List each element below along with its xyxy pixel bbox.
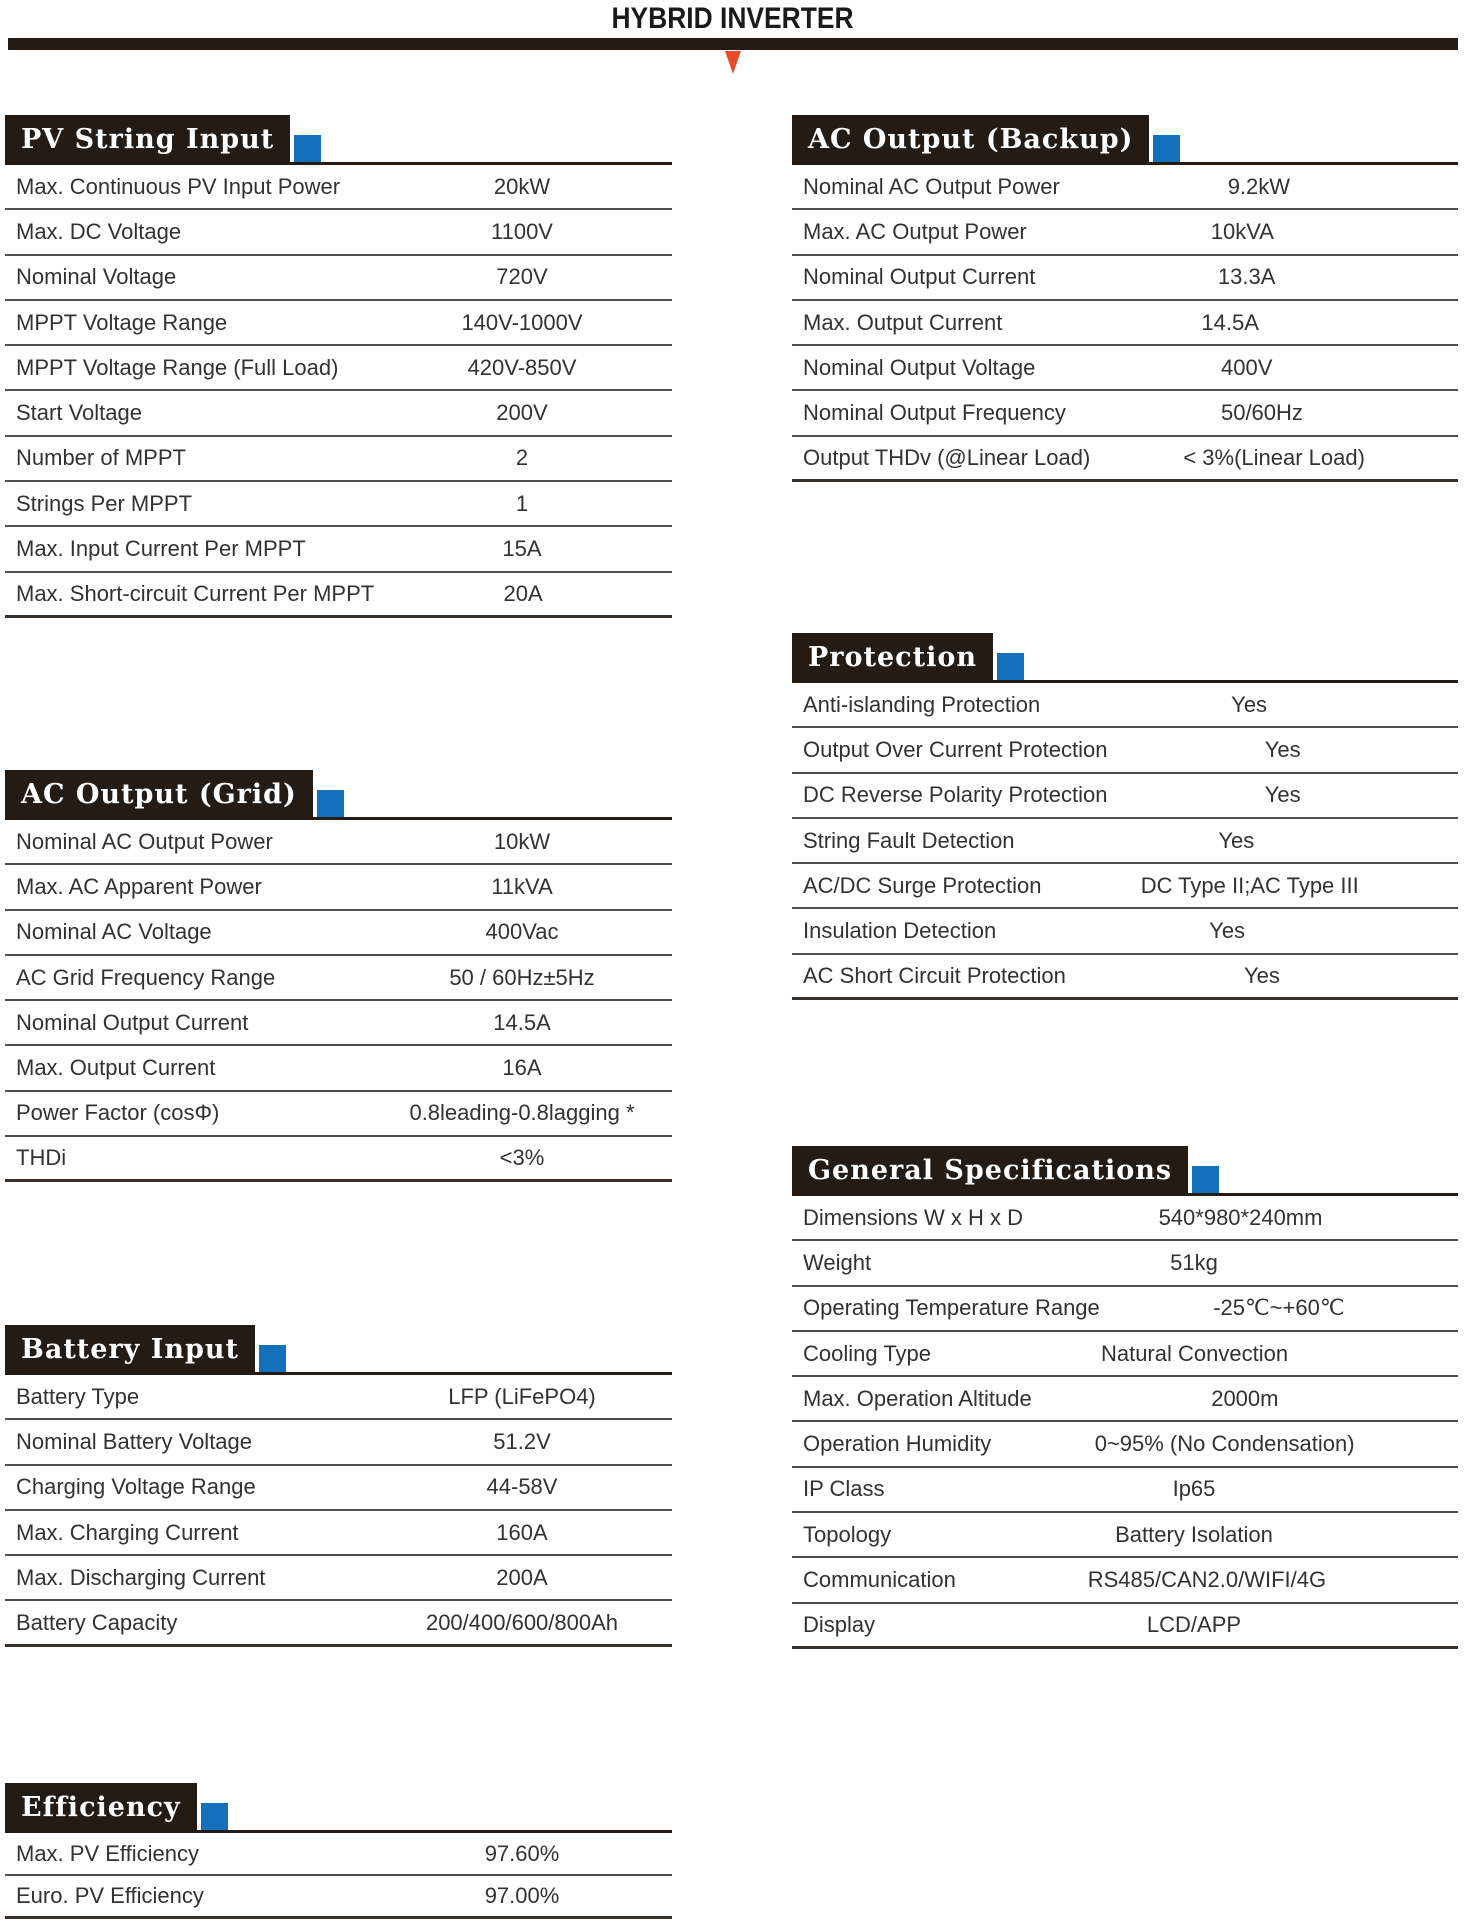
- spec-label: Insulation Detection: [803, 918, 997, 944]
- section-ac-output-grid: [5, 770, 672, 1182]
- spec-value: 1100V: [491, 218, 553, 244]
- spec-row: [792, 1468, 1458, 1513]
- spec-row: [5, 1001, 672, 1046]
- spec-value: LFP (LiFePO4): [448, 1383, 596, 1409]
- spec-value: 14.5A: [493, 1009, 551, 1035]
- spec-label: Battery Capacity: [16, 1609, 178, 1635]
- spec-row: [5, 911, 672, 956]
- spec-value: 11kVA: [491, 873, 553, 899]
- section-protection: [792, 633, 1458, 1000]
- spec-row: [5, 1876, 672, 1919]
- spec-label: Power Factor (cosΦ): [16, 1100, 220, 1126]
- spec-value: Yes: [1264, 782, 1301, 808]
- spec-label: Max. AC Output Power: [803, 218, 1027, 244]
- section-header: [5, 1325, 672, 1375]
- section-battery-input: [5, 1325, 672, 1647]
- spec-row: [792, 683, 1458, 728]
- spec-label: Max. Operation Altitude: [803, 1385, 1032, 1411]
- spec-label: Dimensions W x H x D: [803, 1204, 1024, 1230]
- spec-label: Nominal AC Output Power: [16, 828, 273, 854]
- section-efficiency: [5, 1783, 672, 1919]
- spec-row: [5, 1046, 672, 1091]
- accent-square-icon: [201, 1803, 228, 1830]
- spec-label: String Fault Detection: [803, 827, 1015, 853]
- section-title-battery-input: Battery Input: [5, 1325, 255, 1372]
- spec-table: [5, 1833, 672, 1919]
- spec-label: Number of MPPT: [16, 445, 186, 471]
- spec-label: Strings Per MPPT: [16, 490, 193, 516]
- spec-row: [5, 1601, 672, 1646]
- spec-value: < 3%(Linear Load): [1183, 444, 1365, 470]
- section-header: [5, 115, 672, 165]
- spec-value: 2000m: [1211, 1385, 1279, 1411]
- section-header: [792, 1146, 1458, 1196]
- spec-row: [792, 728, 1458, 773]
- spec-value: 14.5A: [1201, 309, 1259, 335]
- accent-square-icon: [317, 790, 344, 817]
- spec-label: AC Short Circuit Protection: [803, 962, 1066, 988]
- section-pv-string-input: [5, 115, 672, 618]
- spec-label: Max. Continuous PV Input Power: [16, 173, 341, 199]
- section-title-protection: Protection: [792, 633, 993, 680]
- spec-row: [5, 165, 672, 210]
- spec-label: AC/DC Surge Protection: [803, 872, 1042, 898]
- spec-row: [5, 301, 672, 346]
- spec-label: Nominal AC Voltage: [16, 919, 212, 945]
- section-header: [5, 770, 672, 820]
- section-header: [792, 633, 1458, 683]
- spec-label: Charging Voltage Range: [16, 1474, 256, 1500]
- spec-value: Yes: [1209, 918, 1246, 944]
- spec-row: [5, 1833, 672, 1876]
- spec-row: [5, 865, 672, 910]
- spec-value: Yes: [1243, 962, 1280, 988]
- spec-value: 540*980*240mm: [1158, 1204, 1323, 1230]
- spec-label: Cooling Type: [803, 1340, 932, 1366]
- spec-value: 20kW: [493, 173, 551, 199]
- spec-value: 13.3A: [1217, 264, 1276, 290]
- spec-table: [5, 165, 672, 618]
- spec-label: Battery Type: [16, 1383, 140, 1409]
- spec-row: [792, 955, 1458, 1000]
- spec-value: 200V: [496, 400, 548, 426]
- spec-value: Battery Isolation: [1115, 1521, 1273, 1547]
- spec-row: [5, 391, 672, 436]
- spec-value: 0.8leading-0.8lagging *: [409, 1100, 635, 1126]
- spec-row: [5, 346, 672, 391]
- spec-value: 140V-1000V: [461, 309, 583, 335]
- spec-value: 20A: [503, 580, 543, 606]
- spec-row: [792, 1513, 1458, 1558]
- spec-label: Anti-islanding Protection: [803, 691, 1041, 717]
- spec-row: [5, 573, 672, 618]
- section-title-general-specifications: General Specifications: [792, 1146, 1188, 1193]
- spec-row: [792, 1604, 1458, 1649]
- spec-row: [5, 1420, 672, 1465]
- spec-row: [5, 1466, 672, 1511]
- spec-label: Max. Output Current: [16, 1055, 216, 1081]
- spec-value: Yes: [1231, 691, 1268, 717]
- spec-value: <3%: [499, 1145, 545, 1171]
- spec-row: [5, 437, 672, 482]
- spec-label: Operating Temperature Range: [803, 1295, 1100, 1321]
- spec-label: Max. Discharging Current: [16, 1564, 266, 1590]
- spec-value: 200/400/600/800Ah: [425, 1609, 619, 1635]
- section-ac-output-backup: [792, 115, 1458, 482]
- spec-value: 400Vac: [485, 919, 559, 945]
- down-triangle-marker-icon: [725, 51, 741, 74]
- accent-square-icon: [997, 653, 1024, 680]
- spec-table: [792, 1196, 1458, 1649]
- spec-value: DC Type II;AC Type III: [1140, 872, 1359, 898]
- spec-row: [5, 820, 672, 865]
- spec-label: MPPT Voltage Range: [16, 309, 228, 335]
- spec-label: Max. Charging Current: [16, 1519, 239, 1545]
- spec-label: Max. AC Apparent Power: [16, 873, 262, 899]
- spec-label: Topology: [803, 1521, 892, 1547]
- spec-row: [5, 1092, 672, 1137]
- spec-label: Nominal Output Current: [16, 1009, 249, 1035]
- spec-value: 10kW: [493, 828, 551, 854]
- accent-square-icon: [294, 135, 321, 162]
- spec-row: [792, 1287, 1458, 1332]
- spec-label: Operation Humidity: [803, 1431, 992, 1457]
- spec-value: 50/60Hz: [1220, 400, 1303, 426]
- spec-row: [5, 527, 672, 572]
- spec-value: 400V: [1220, 354, 1273, 380]
- spec-label: Max. DC Voltage: [16, 218, 182, 244]
- spec-table: [5, 1375, 672, 1647]
- spec-row: [792, 1422, 1458, 1467]
- spec-label: Nominal Voltage: [16, 264, 177, 290]
- spec-row: [792, 774, 1458, 819]
- spec-label: DC Reverse Polarity Protection: [803, 782, 1108, 808]
- spec-row: [5, 1511, 672, 1556]
- spec-row: [792, 437, 1458, 482]
- spec-value: 720V: [496, 264, 548, 290]
- spec-row: [5, 482, 672, 527]
- spec-value: 200A: [496, 1564, 548, 1590]
- spec-value: 0~95% (No Condensation): [1094, 1431, 1355, 1457]
- spec-value: 160A: [496, 1519, 548, 1545]
- spec-value: -25℃~+60℃: [1213, 1295, 1345, 1321]
- spec-row: [792, 165, 1458, 210]
- spec-value: 420V-850V: [467, 354, 577, 380]
- spec-label: THDi: [16, 1145, 67, 1171]
- spec-row: [792, 864, 1458, 909]
- spec-value: 97.00%: [484, 1883, 560, 1908]
- spec-label: AC Grid Frequency Range: [16, 964, 276, 990]
- spec-row: [792, 1196, 1458, 1241]
- spec-label: Max. Input Current Per MPPT: [16, 536, 306, 562]
- spec-label: Euro. PV Efficiency: [16, 1883, 204, 1908]
- spec-value: 16A: [502, 1055, 542, 1081]
- spec-value: 51kg: [1170, 1249, 1218, 1275]
- spec-label: MPPT Voltage Range (Full Load): [16, 354, 339, 380]
- spec-row: [5, 956, 672, 1001]
- accent-square-icon: [259, 1345, 286, 1372]
- spec-value: 50 / 60Hz±5Hz: [449, 964, 595, 990]
- spec-value: RS485/CAN2.0/WIFI/4G: [1087, 1567, 1327, 1593]
- spec-table: [792, 165, 1458, 482]
- section-title-pv-string-input: PV String Input: [5, 115, 290, 162]
- spec-row: [792, 1241, 1458, 1286]
- spec-value: 1: [515, 490, 529, 516]
- spec-row: [792, 391, 1458, 436]
- section-title-ac-output-grid: AC Output (Grid): [5, 770, 313, 817]
- accent-square-icon: [1153, 135, 1180, 162]
- spec-row: [5, 210, 672, 255]
- spec-value: 15A: [502, 536, 542, 562]
- spec-row: [792, 1332, 1458, 1377]
- spec-label: Nominal Output Current: [803, 264, 1036, 290]
- spec-value: 2: [515, 445, 529, 471]
- section-title-ac-output-backup: AC Output (Backup): [792, 115, 1149, 162]
- spec-label: Output THDv (@Linear Load): [803, 444, 1091, 470]
- spec-label: Display: [803, 1611, 876, 1637]
- spec-value: LCD/APP: [1146, 1611, 1242, 1637]
- spec-row: [792, 301, 1458, 346]
- spec-row: [5, 1375, 672, 1420]
- spec-label: Communication: [803, 1567, 956, 1593]
- spec-label: Weight: [803, 1249, 872, 1275]
- spec-label: Nominal AC Output Power: [803, 173, 1060, 199]
- spec-value: Yes: [1218, 827, 1255, 853]
- spec-value: 51.2V: [493, 1428, 551, 1454]
- spec-row: [792, 210, 1458, 255]
- spec-table: [5, 820, 672, 1182]
- section-header: [792, 115, 1458, 165]
- spec-row: [5, 1556, 672, 1601]
- spec-label: Start Voltage: [16, 400, 142, 426]
- section-title-efficiency: Efficiency: [5, 1783, 197, 1830]
- spec-row: [5, 1137, 672, 1182]
- spec-value: 10kVA: [1210, 218, 1274, 244]
- spec-value: 44-58V: [486, 1474, 558, 1500]
- section-header: [5, 1783, 672, 1833]
- spec-value: 9.2kW: [1227, 173, 1291, 199]
- accent-square-icon: [1192, 1166, 1219, 1193]
- spec-label: Max. Output Current: [803, 309, 1003, 335]
- spec-value: Ip65: [1172, 1476, 1216, 1502]
- page-title: HYBRID INVERTER: [611, 2, 854, 35]
- spec-row: [792, 1558, 1458, 1603]
- spec-row: [792, 1377, 1458, 1422]
- spec-label: Nominal Output Frequency: [803, 400, 1066, 426]
- spec-row: [792, 819, 1458, 864]
- spec-value: Natural Convection: [1100, 1340, 1289, 1366]
- spec-label: Nominal Battery Voltage: [16, 1428, 253, 1454]
- spec-row: [792, 346, 1458, 391]
- spec-value: Yes: [1264, 736, 1301, 762]
- spec-table: [792, 683, 1458, 1000]
- section-general-specifications: [792, 1146, 1458, 1649]
- spec-row: [792, 256, 1458, 301]
- spec-value: 97.60%: [484, 1840, 560, 1866]
- spec-label: IP Class: [803, 1476, 885, 1502]
- spec-row: [792, 909, 1458, 954]
- spec-label: Output Over Current Protection: [803, 736, 1108, 762]
- spec-label: Nominal Output Voltage: [803, 354, 1036, 380]
- title-divider-bar: [8, 38, 1458, 50]
- spec-label: Max. PV Efficiency: [16, 1840, 199, 1866]
- spec-row: [5, 256, 672, 301]
- spec-label: Max. Short-circuit Current Per MPPT: [16, 580, 375, 606]
